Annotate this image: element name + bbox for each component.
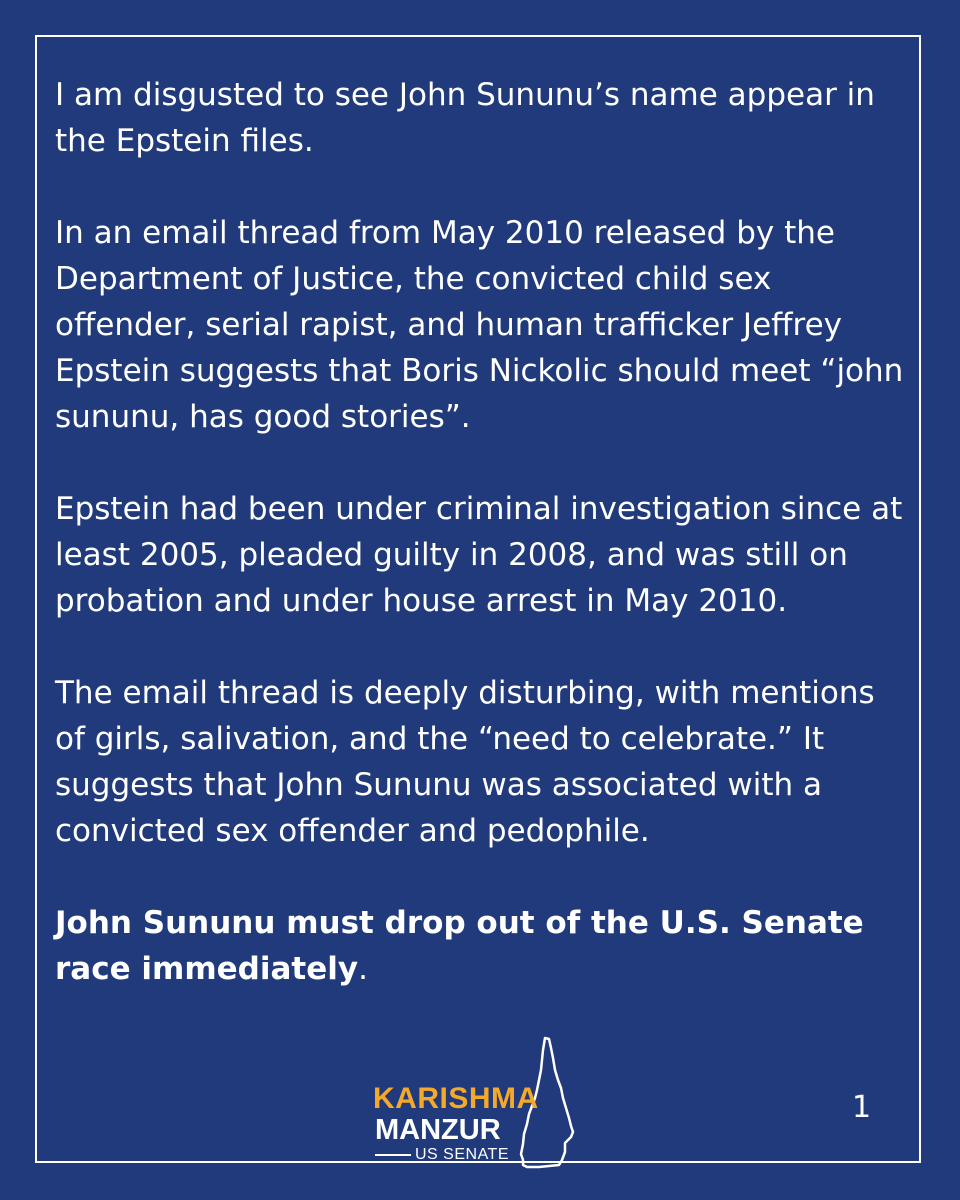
statement-text [55, 72, 905, 1038]
paragraph-demand [55, 900, 905, 992]
candidate-first-name: KARISHMA [373, 1082, 539, 1115]
demand-bold-text: John Sununu must drop out of the U.S. Senate race immediately [55, 905, 864, 987]
paragraph-investigation: Epstein had been under criminal investigation since at least 2005, pleaded guilty in 2008, and was still on probation and under house arrest in May 2010. [55, 491, 903, 619]
campaign-logo [365, 1036, 565, 1170]
page-number: 1 [852, 1090, 872, 1125]
paragraph-email-thread: In an email thread from May 2010 released by the Department of Justice, the convicted child sex offender, serial rapist, and human trafficker Jeffrey Epstein suggests that Boris Nickolic should meet “john sununu, has good stories”. [55, 215, 904, 435]
paragraph-disturbing: The email thread is deeply disturbing, with mentions of girls, salivation, and the “need to celebrate.” It suggests that John Sununu was associated with a convicted sex offender and pedophile. [55, 675, 875, 849]
office-rule-divider [375, 1154, 411, 1156]
demand-tail-text: . [358, 951, 368, 987]
paragraph-intro: I am disgusted to see John Sununu’s name appear in the Epstein files. [55, 77, 875, 159]
candidate-last-name: MANZUR [375, 1114, 501, 1146]
office-label: US SENATE [415, 1146, 509, 1163]
